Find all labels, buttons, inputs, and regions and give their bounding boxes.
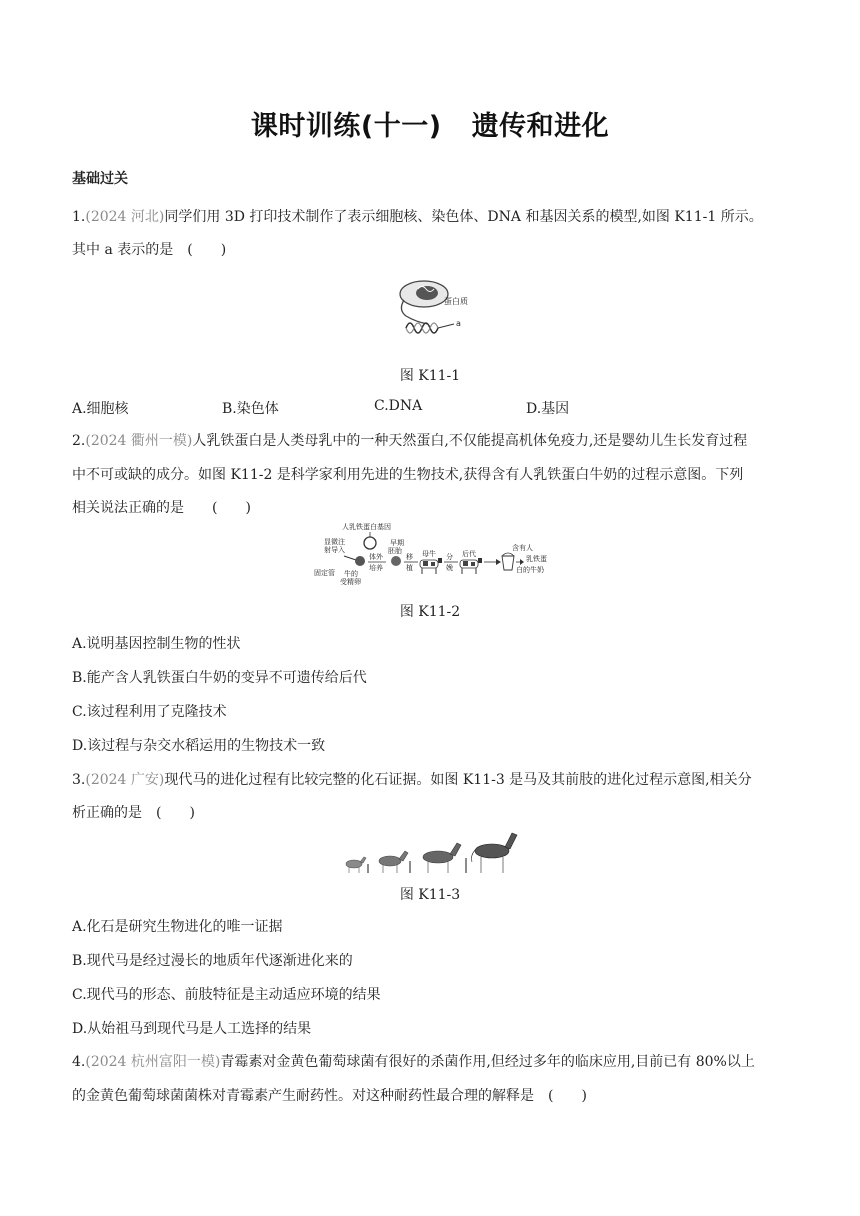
q2-line-3: 相关说法正确的是 ( ) [72,500,251,516]
q2-option-d: D.该过程与杂交水稻运用的生物技术一致 [72,738,326,754]
figure-k11-1-caption: 图 K11-1 [399,368,461,384]
mesohippus-shape [379,851,408,873]
section-heading: 基础过关 [72,171,128,187]
q1-text-1: 同学们用 3D 打印技术制作了表示细胞核、染色体、DNA 和基因关系的模型,如图 K11-1 所示。 [164,209,763,225]
q3-text-1: 现代马的进化过程有比较完整的化石证据。如图 K11-3 是马及其前肢的进化过程示意图,相关分 [164,772,752,788]
q1-source: (2024 河北) [85,209,165,225]
q1-option-a: A.细胞核 [72,401,129,417]
gene-ring-shape [364,537,376,549]
milk-bucket-shape [502,553,514,570]
fig1-label-a: a [456,319,461,328]
fig2-transfer-label-2: 植 [406,564,413,572]
q1-option-b: B.染色体 [222,401,279,417]
page-title [0,104,860,143]
q2-option-a: A.说明基因控制生物的性状 [72,636,241,652]
q2-line-1 [72,431,747,451]
q2-option-b: B.能产含人乳铁蛋白牛奶的变异不可遗传给后代 [72,670,367,686]
fig2-birth-label-2: 娩 [446,564,453,572]
q3-line-2: 析正确的是 ( ) [72,805,195,821]
q3-number: 3. [72,772,86,788]
q2-text-1: 人乳铁蛋白是人类母乳中的一种天然蛋白,不仅能提高机体免疫力,还是婴幼儿生长发育过程 [192,433,748,449]
fig2-injector-label-2: 射导入 [324,546,345,554]
fig2-culture-label-1: 体外 [369,553,383,561]
fig2-injector-label-1: 显微注 [324,538,345,546]
q4-line-2: 的金黄色葡萄球菌菌株对青霉素产生耐药性。对这种耐药性最合理的解释是 ( ) [72,1088,587,1104]
fig2-milk-label-2: 乳铁蛋 [526,555,547,563]
q2-option-c: C.该过程利用了克隆技术 [72,704,227,720]
figure-k11-2-caption: 图 K11-2 [399,604,461,620]
q3-option-a: A.化石是研究生物进化的唯一证据 [72,919,283,935]
q2-source: (2024 衢州一模) [85,433,193,449]
fig2-gene-label: 人乳铁蛋白基因 [342,523,391,531]
q3-option-c: C.现代马的形态、前肢特征是主动适应环境的结果 [72,987,381,1003]
q2-number: 2. [72,433,86,449]
q1-line-2: 其中 a 表示的是 ( ) [72,242,227,258]
fig2-transfer-label-1: 移 [406,553,413,561]
q3-option-b: B.现代马是经过漫长的地质年代逐渐进化来的 [72,953,353,969]
fig2-birth-label-1: 分 [446,553,453,561]
fig2-milk-label-3: 白的牛奶 [516,566,544,574]
q3-source: (2024 广安) [85,772,165,788]
title-sub: 遗传和进化 [471,111,610,142]
q1-line-1 [72,207,763,227]
figure-k11-3 [340,830,520,876]
figure-k11-3-caption: 图 K11-3 [399,887,461,903]
q4-source: (2024 杭州富阳一模) [85,1054,221,1070]
offspring-cow-shape [460,558,482,574]
q4-line-1 [72,1052,755,1072]
q3-line-1 [72,770,752,790]
q1-option-d: D.基因 [526,401,570,417]
eohippus-shape [346,857,366,873]
mother-cow-shape [420,558,442,574]
fig2-offspring-label: 后代 [462,550,476,558]
fig2-egg-label-2: 受精卵 [340,578,361,586]
fig2-culture-label-2: 培养 [369,564,383,572]
q4-text-1: 青霉素对金黄色葡萄球菌有很好的杀菌作用,但经过多年的临床应用,目前已有 80%以上 [220,1054,755,1070]
fig2-early-label-2: 胚胎 [388,547,402,555]
fig2-milk-label-1: 含有人 [512,544,533,552]
fig2-egg-label-1: 牛的 [344,570,358,578]
q2-line-2: 中不可或缺的成分。如图 K11-2 是科学家利用先进的生物技术,获得含有人乳铁蛋白牛奶的过程示意图。下列 [72,467,744,483]
fig2-mother-label: 母牛 [422,550,436,558]
figure-k11-1 [380,274,480,344]
figure-k11-2 [310,520,550,588]
equus-shape [471,833,517,873]
fig1-label-protein: 蛋白质 [444,297,468,306]
fertilized-egg-shape [355,556,365,566]
fig2-fixed-label: 固定管 [314,569,335,577]
fig2-early-label-1: 早期 [390,539,404,547]
q3-option-d: D.从始祖马到现代马是人工选择的结果 [72,1021,312,1037]
q4-number: 4. [72,1054,86,1070]
q1-option-c: C.DNA [374,398,423,414]
title-main: 课时训练(十一) [250,111,442,142]
early-embryo-shape [391,556,401,566]
merychippus-shape [423,843,461,873]
q1-number: 1. [72,209,86,225]
